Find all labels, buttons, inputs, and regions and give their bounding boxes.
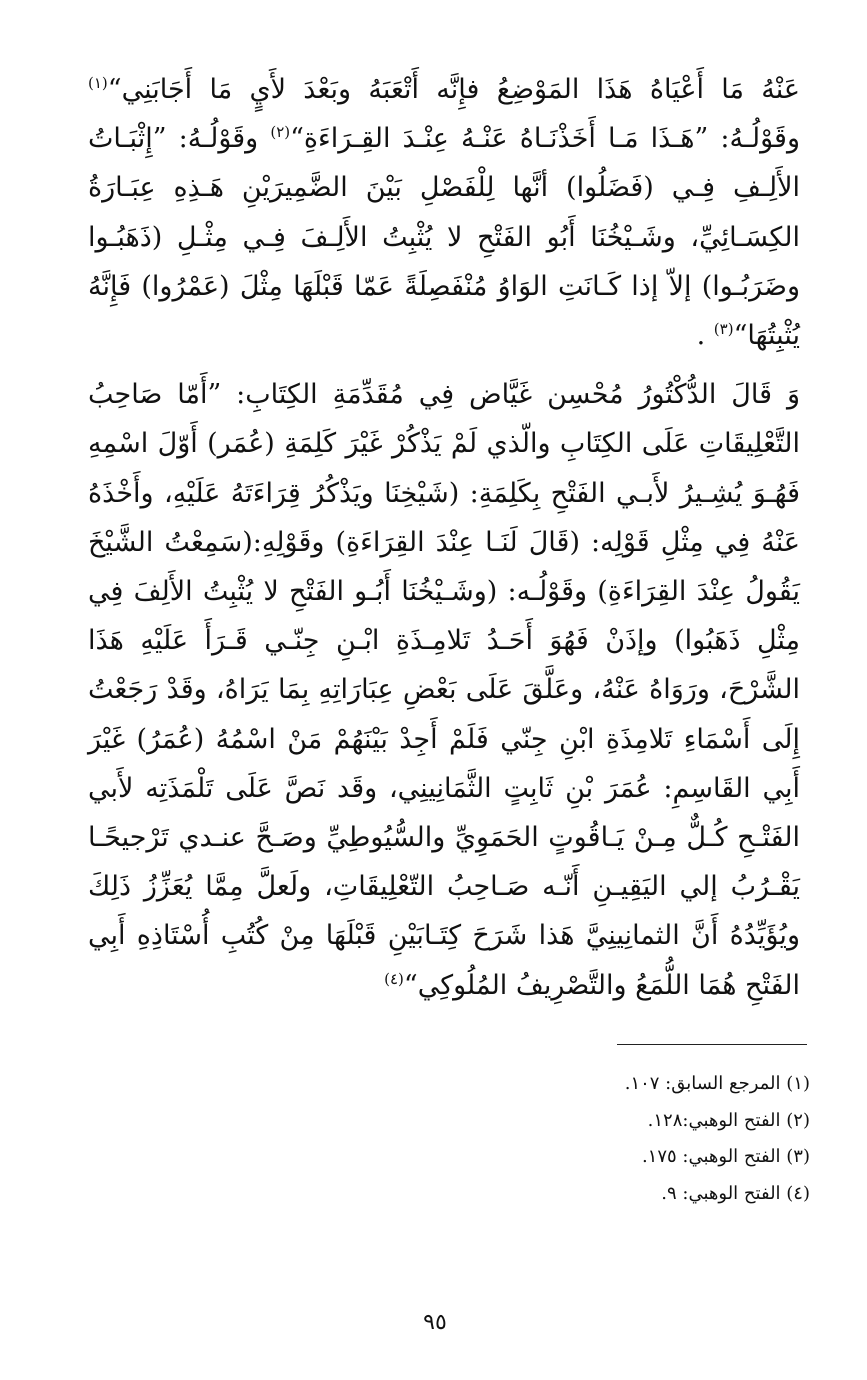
footnotes [300,1066,810,1212]
footnote-item: (٢) الفتح الوهبي:١٢٨. [647,1109,810,1131]
paragraph-text: وقَوْلُـهُ: ”إِثْبَـاتُ الأَلِـفِ فِـي (فَضَلُوا) أنَّها لِلْفَصْلِ بَيْنَ الضَّمِيرَيْنِ هَـذِهِ عِبَـارَةُ الكِسَـائِيِّ، وشَـيْخُنَا أَبُو الفَتْحِ لا يُثْبِتُ الأَلِـفَ فِـي مِثْـلِ (ذَهَبُـوا وضَرَبُـوا) إلاّ إذا كَـانَتِ الوَاوُ مُنْفَصِلَةً عَمّا قَبْلَهَا مِثْلَ (عَمْرُوا) فَإِنَّهُ يُثْبِتُهَا“ [88,123,800,352]
footnote-reference: (٤) [384,969,404,988]
footnote-item: (١) المرجع السابق: ١٠٧. [624,1073,810,1094]
footnote-reference: (٣) [713,320,734,339]
paragraph [88,370,800,1010]
footnote-item: (٤) الفتح الوهبي: ٩. [661,1182,810,1204]
paragraph-text: وقَوْلُـهُ: ”هَـذَا مَـا أَخَذْنَـاهُ عَنْـهُ عِنْـدَ القِـرَاءَةِ“ [290,123,800,155]
footnote-reference: (٢) [270,123,291,142]
paragraph [88,65,800,360]
main-text [88,65,800,1010]
paragraph-text: . [696,320,714,352]
footnote-separator [617,1044,807,1045]
page-number: ٩٥ [423,1310,447,1335]
footnote-reference: (١) [88,74,108,92]
footnote-item: (٣) الفتح الوهبي: ١٧٥. [641,1146,810,1167]
paragraph-text: عَنْهُ مَا أَعْيَاهُ هَذَا المَوْضِعُ فإِنَّه أَتْعَبَهُ وبَعْدَ لأَيٍ مَا أَجَابَنِي“ [107,74,800,105]
paragraph-text: وَ قَالَ الدُّكْتُورُ مُحْسِن غَيَّاض فِي مُقَدِّمَةِ الكِتَابِ: ”أَمّا صَاحِبُ التَّعْلِيقَاتِ عَلَى الكِتَابِ والّذي لَمْ يَذْكُرْ غَيْرَ كَلِمَةِ (عُمَر) أَوّلَ اسْمِهِ فَهُـوَ يُشِـيرُ لأَبـي الفَتْحِ بِكَلِمَةِ: (شَيْخِنَا ويَذْكُرُ قِرَاءَتَهُ عَلَيْهِ، وأَخْذَهُ عَنْهُ فِي مِثْلِ قَوْلِه: (قَالَ لَنَـا عِنْدَ القِرَاءَةِ) وقَوْلِهِ:(سَمِعْتُ الشَّيْخَ يَقُولُ عِنْدَ القِرَاءَةِ) وقَوْلُـه: (وشَـيْخُنَا أَبُـو الفَتْحِ لا يُثْبِتُ الأَلِفَ فِي مِثْلِ ذَهَبُوا) وإذَنْ فَهُوَ أَحَـدُ تَلامِـذَةِ ابْـنِ جِنّـي قَـرَأَ عَلَيْهِ هَذَا الشَّرْحَ، ورَوَاهُ عَنْهُ، وعَلَّقَ عَلَى بَعْضِ عِبَارَاتِهِ بِمَا يَرَاهُ، وقَدْ رَجَعْتُ إِلَى أَسْمَاءِ تَلامِذَةِ ابْنِ جِنّي فَلَمْ أَجِدْ بَيْنَهُمْ مَنْ اسْمُهُ (عُمَرُ) غَيْرَ أَبِي القَاسِمِ: عُمَرَ بْنِ ثَابِتٍ الثَّمَانِينِي، وقَد نَصَّ عَلَى تَلْمَذَتِه لأَبي الفَتْـحِ كُـلٌّ مِـنْ يَـاقُوتٍ الحَمَوِيِّ والسُّيُوطِيِّ وصَـحَّ عنـدي تَرْجيحًـا يَقْـرُبُ إلي اليَقِيـنِ أَنّـه صَـاحِبُ التّعْلِيقَاتِ، ولَعلَّ مِمَّا يُعَزِّزُ ذَلِكَ ويُؤَيِّدُهُ أَنَّ الثمانِينِيَّ هَذا شَرَحَ كِتَـابَيْنِ قَبْلَهَا مِنْ كُتُبِ أُسْتَاذِهِ أَبِي الفَتْحِ هُمَا اللُّمَعُ والتَّصْرِيفُ المُلُوكِي“ [88,379,800,1001]
